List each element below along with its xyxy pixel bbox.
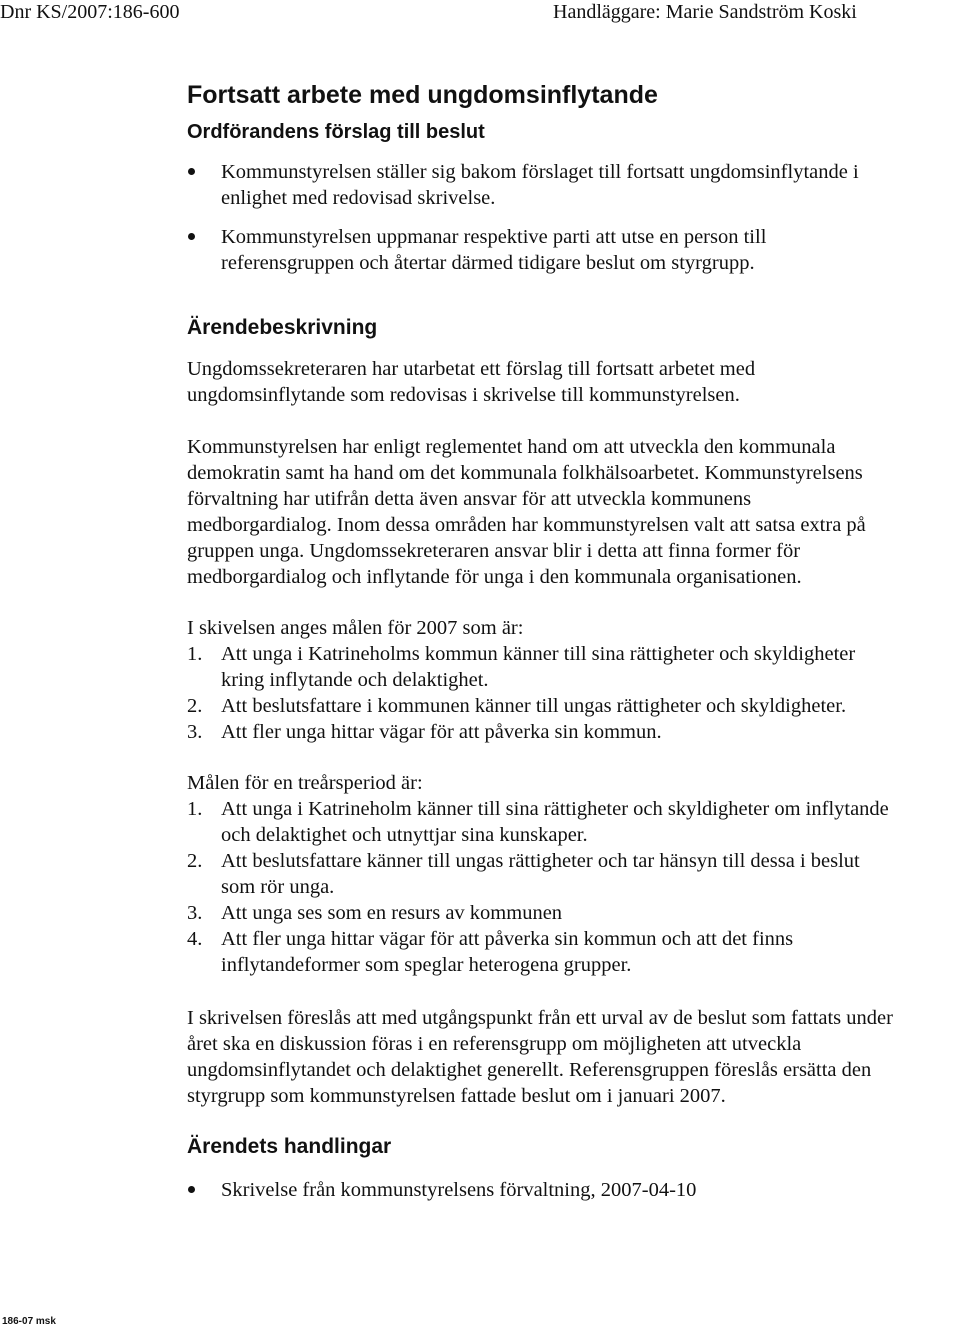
description-para2-line3: förvaltning har utifrån detta även ansvar för att utveckla kommunens [187, 488, 752, 510]
bullet-dot [188, 1186, 195, 1193]
case-number: Dnr KS/2007:186-600 [0, 1, 180, 23]
goals-2007-item-3-num: 3. [187, 721, 203, 743]
goals-2007-item-1-num: 1. [187, 643, 203, 665]
goals-3y-item-2-line1: Att beslutsfattare känner till ungas rättigheter och tar hänsyn till dessa i beslut [221, 850, 860, 872]
proposal-heading: Ordförandens förslag till beslut [187, 121, 485, 143]
description-para3-line2: året ska en diskussion föras i en referensgrupp om möjligheten att utveckla [187, 1033, 802, 1055]
footer-code: 186-07 msk [2, 1316, 56, 1327]
goals-3y-item-4-line2: inflytandeformer som speglar heterogena grupper. [221, 954, 632, 976]
description-para1-line2: ungdomsinflytande som redovisas i skrivelse till kommunstyrelsen. [187, 384, 740, 406]
documents-item-1: Skrivelse från kommunstyrelsens förvaltning, 2007-04-10 [221, 1179, 697, 1201]
goals-3y-item-4-line1: Att fler unga hittar vägar för att påverka sin kommun och att det finns [221, 928, 794, 950]
page-title: Fortsatt arbete med ungdomsinflytande [187, 81, 658, 109]
bullet-dot [188, 233, 195, 240]
description-para3-line3: ungdomsinflytandet och delaktighet generellt. Referensgruppen föreslås ersätta den [187, 1059, 872, 1081]
goals-2007-item-1-line2: kring inflytande och delaktighet. [221, 669, 489, 691]
description-para1-line1: Ungdomssekreteraren har utarbetat ett förslag till fortsatt arbetet med [187, 358, 756, 380]
goals-3y-item-2-line2: som rör unga. [221, 876, 335, 898]
goals-2007-item-3-line1: Att fler unga hittar vägar för att påverka sin kommun. [221, 721, 662, 743]
goals-2007-item-1-line1: Att unga i Katrineholms kommun känner till sina rättigheter och skyldigheter [221, 643, 856, 665]
goals-3y-item-4-num: 4. [187, 928, 203, 950]
description-heading: Ärendebeskrivning [187, 316, 378, 339]
goals-3y-intro: Målen för en treårsperiod är: [187, 772, 423, 794]
goals-3y-item-2-num: 2. [187, 850, 203, 872]
bullet-dot [188, 168, 195, 175]
goals-2007-intro: I skivelsen anges målen för 2007 som är: [187, 617, 524, 639]
goals-2007-item-2-num: 2. [187, 695, 203, 717]
description-para3-line1: I skrivelsen föreslås att med utgångspunkt från ett urval av de beslut som fattats under [187, 1007, 893, 1029]
goals-3y-item-1-line1: Att unga i Katrineholm känner till sina rättigheter och skyldigheter om inflytande [221, 798, 889, 820]
goals-2007-item-2-line1: Att beslutsfattare i kommunen känner till ungas rättigheter och skyldigheter. [221, 695, 847, 717]
proposal-bullet-1-line2: enlighet med redovisad skrivelse. [221, 187, 496, 209]
description-para2-line4: medborgardialog. Inom dessa områden har kommunstyrelsen valt att satsa extra på [187, 514, 866, 536]
goals-3y-item-1-num: 1. [187, 798, 203, 820]
description-para2-line6: medborgardialog och inflytande för unga i den kommunala organisationen. [187, 566, 802, 588]
goals-3y-item-3-line1: Att unga ses som en resurs av kommunen [221, 902, 563, 924]
proposal-bullet-1-line1: Kommunstyrelsen ställer sig bakom förslaget till fortsatt ungdomsinflytande i [221, 161, 859, 183]
goals-3y-item-3-num: 3. [187, 902, 203, 924]
case-officer: Handläggare: Marie Sandström Koski [553, 1, 857, 23]
description-para3-line4: styrgrupp som kommunstyrelsen fattade beslut om i januari 2007. [187, 1085, 726, 1107]
description-para2-line1: Kommunstyrelsen har enligt reglementet hand om att utveckla den kommunala [187, 436, 836, 458]
description-para2-line2: demokratin samt ha hand om det kommunala folkhälsoarbetet. Kommunstyrelsens [187, 462, 863, 484]
proposal-bullet-2-line1: Kommunstyrelsen uppmanar respektive parti att utse en person till [221, 226, 767, 248]
documents-heading: Ärendets handlingar [187, 1135, 392, 1158]
proposal-bullet-2-line2: referensgruppen och återtar därmed tidigare beslut om styrgrupp. [221, 252, 755, 274]
description-para2-line5: gruppen unga. Ungdomssekreteraren ansvar blir i detta att finna former för [187, 540, 801, 562]
goals-3y-item-1-line2: och delaktighet och utnyttjar sina kunskaper. [221, 824, 588, 846]
